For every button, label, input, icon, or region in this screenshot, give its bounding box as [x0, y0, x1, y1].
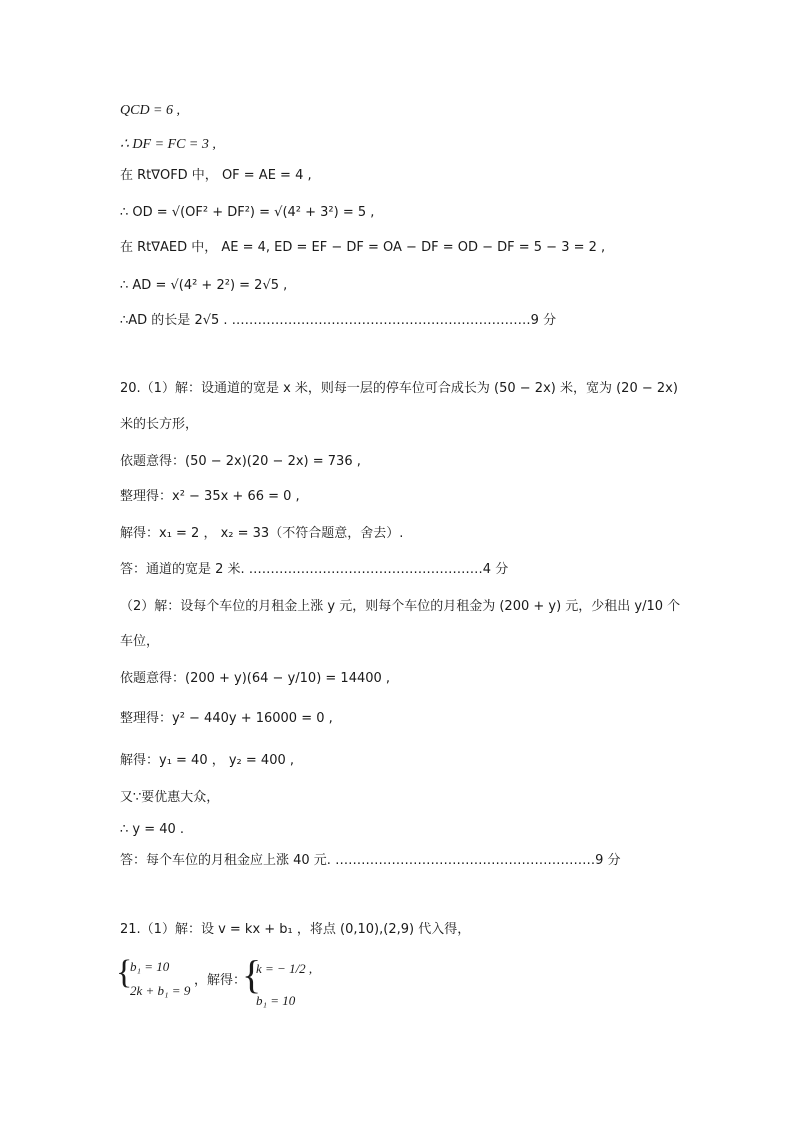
- text-line: 又∵要优惠大众，: [120, 790, 220, 805]
- text-line: 米的长方形，: [120, 417, 199, 432]
- text-line: 整理得：y² − 440y + 16000 = 0 ,: [120, 711, 333, 726]
- text-line: 在 Rt∇AED 中， AE = 4, ED = EF − DF = OA − DF = OD − DF = 5 − 3 = 2 ,: [120, 240, 606, 255]
- text-line: 解得：y₁ = 40 ， y₂ = 400 ,: [120, 753, 295, 768]
- text-line: 答：通道的宽是 2 米. ………………………………………………4 分: [120, 562, 509, 577]
- text-line: ∴ DF = FC = 3 ,: [120, 137, 216, 152]
- text-line: ∴ OD = √(OF² + DF²) = √(4² + 3²) = 5 ,: [120, 205, 375, 220]
- system-equation: b₁ = 10: [130, 959, 170, 974]
- left-brace: {: [116, 954, 133, 991]
- text-line: ∴ AD = √(4² + 2²) = 2√5 ,: [120, 278, 288, 293]
- text-line: ∴ y = 40 .: [120, 822, 185, 837]
- text-line: 依题意得：(200 + y)(64 − y/10) = 14400 ,: [120, 671, 391, 686]
- text-line: 解得：x₁ = 2 ， x₂ = 33（不符合题意，舍去）.: [120, 526, 404, 541]
- text-line: （2）解：设每个车位的月租金上涨 y 元，则每个车位的月租金为 (200 + y) 元，少租出 y/10 个: [120, 599, 681, 614]
- system-equation: 2k + b₁ = 9: [130, 983, 191, 998]
- system-solution: k = − 1/2 ,: [256, 961, 313, 976]
- text-line: 20.（1）解：设通道的宽是 x 米，则每一层的停车位可合成长为 (50 − 2x) 米，宽为 (20 − 2x): [120, 381, 678, 396]
- text-line: 在 Rt∇OFD 中， OF = AE = 4 ,: [120, 168, 312, 183]
- system-solution: b₁ = 10: [256, 993, 296, 1008]
- text-line: 车位，: [120, 634, 160, 649]
- text-line: 整理得：x² − 35x + 66 = 0 ,: [120, 489, 300, 504]
- text-line: QCD = 6 ,: [120, 103, 181, 118]
- text-line: 21.（1）解：设 v = kx + b₁ ，将点 (0,10),(2,9) 代入得，: [120, 922, 471, 937]
- system-connector: ，解得：: [194, 973, 247, 988]
- right-brace: {: [242, 952, 262, 997]
- text-line: 答：每个车位的月租金应上涨 40 元. ……………………………………………………9 分: [120, 853, 621, 868]
- text-line: ∴AD 的长是 2√5 . ……………………………………………………………9 分: [120, 313, 557, 328]
- text-line: 依题意得：(50 − 2x)(20 − 2x) = 736 ,: [120, 454, 361, 469]
